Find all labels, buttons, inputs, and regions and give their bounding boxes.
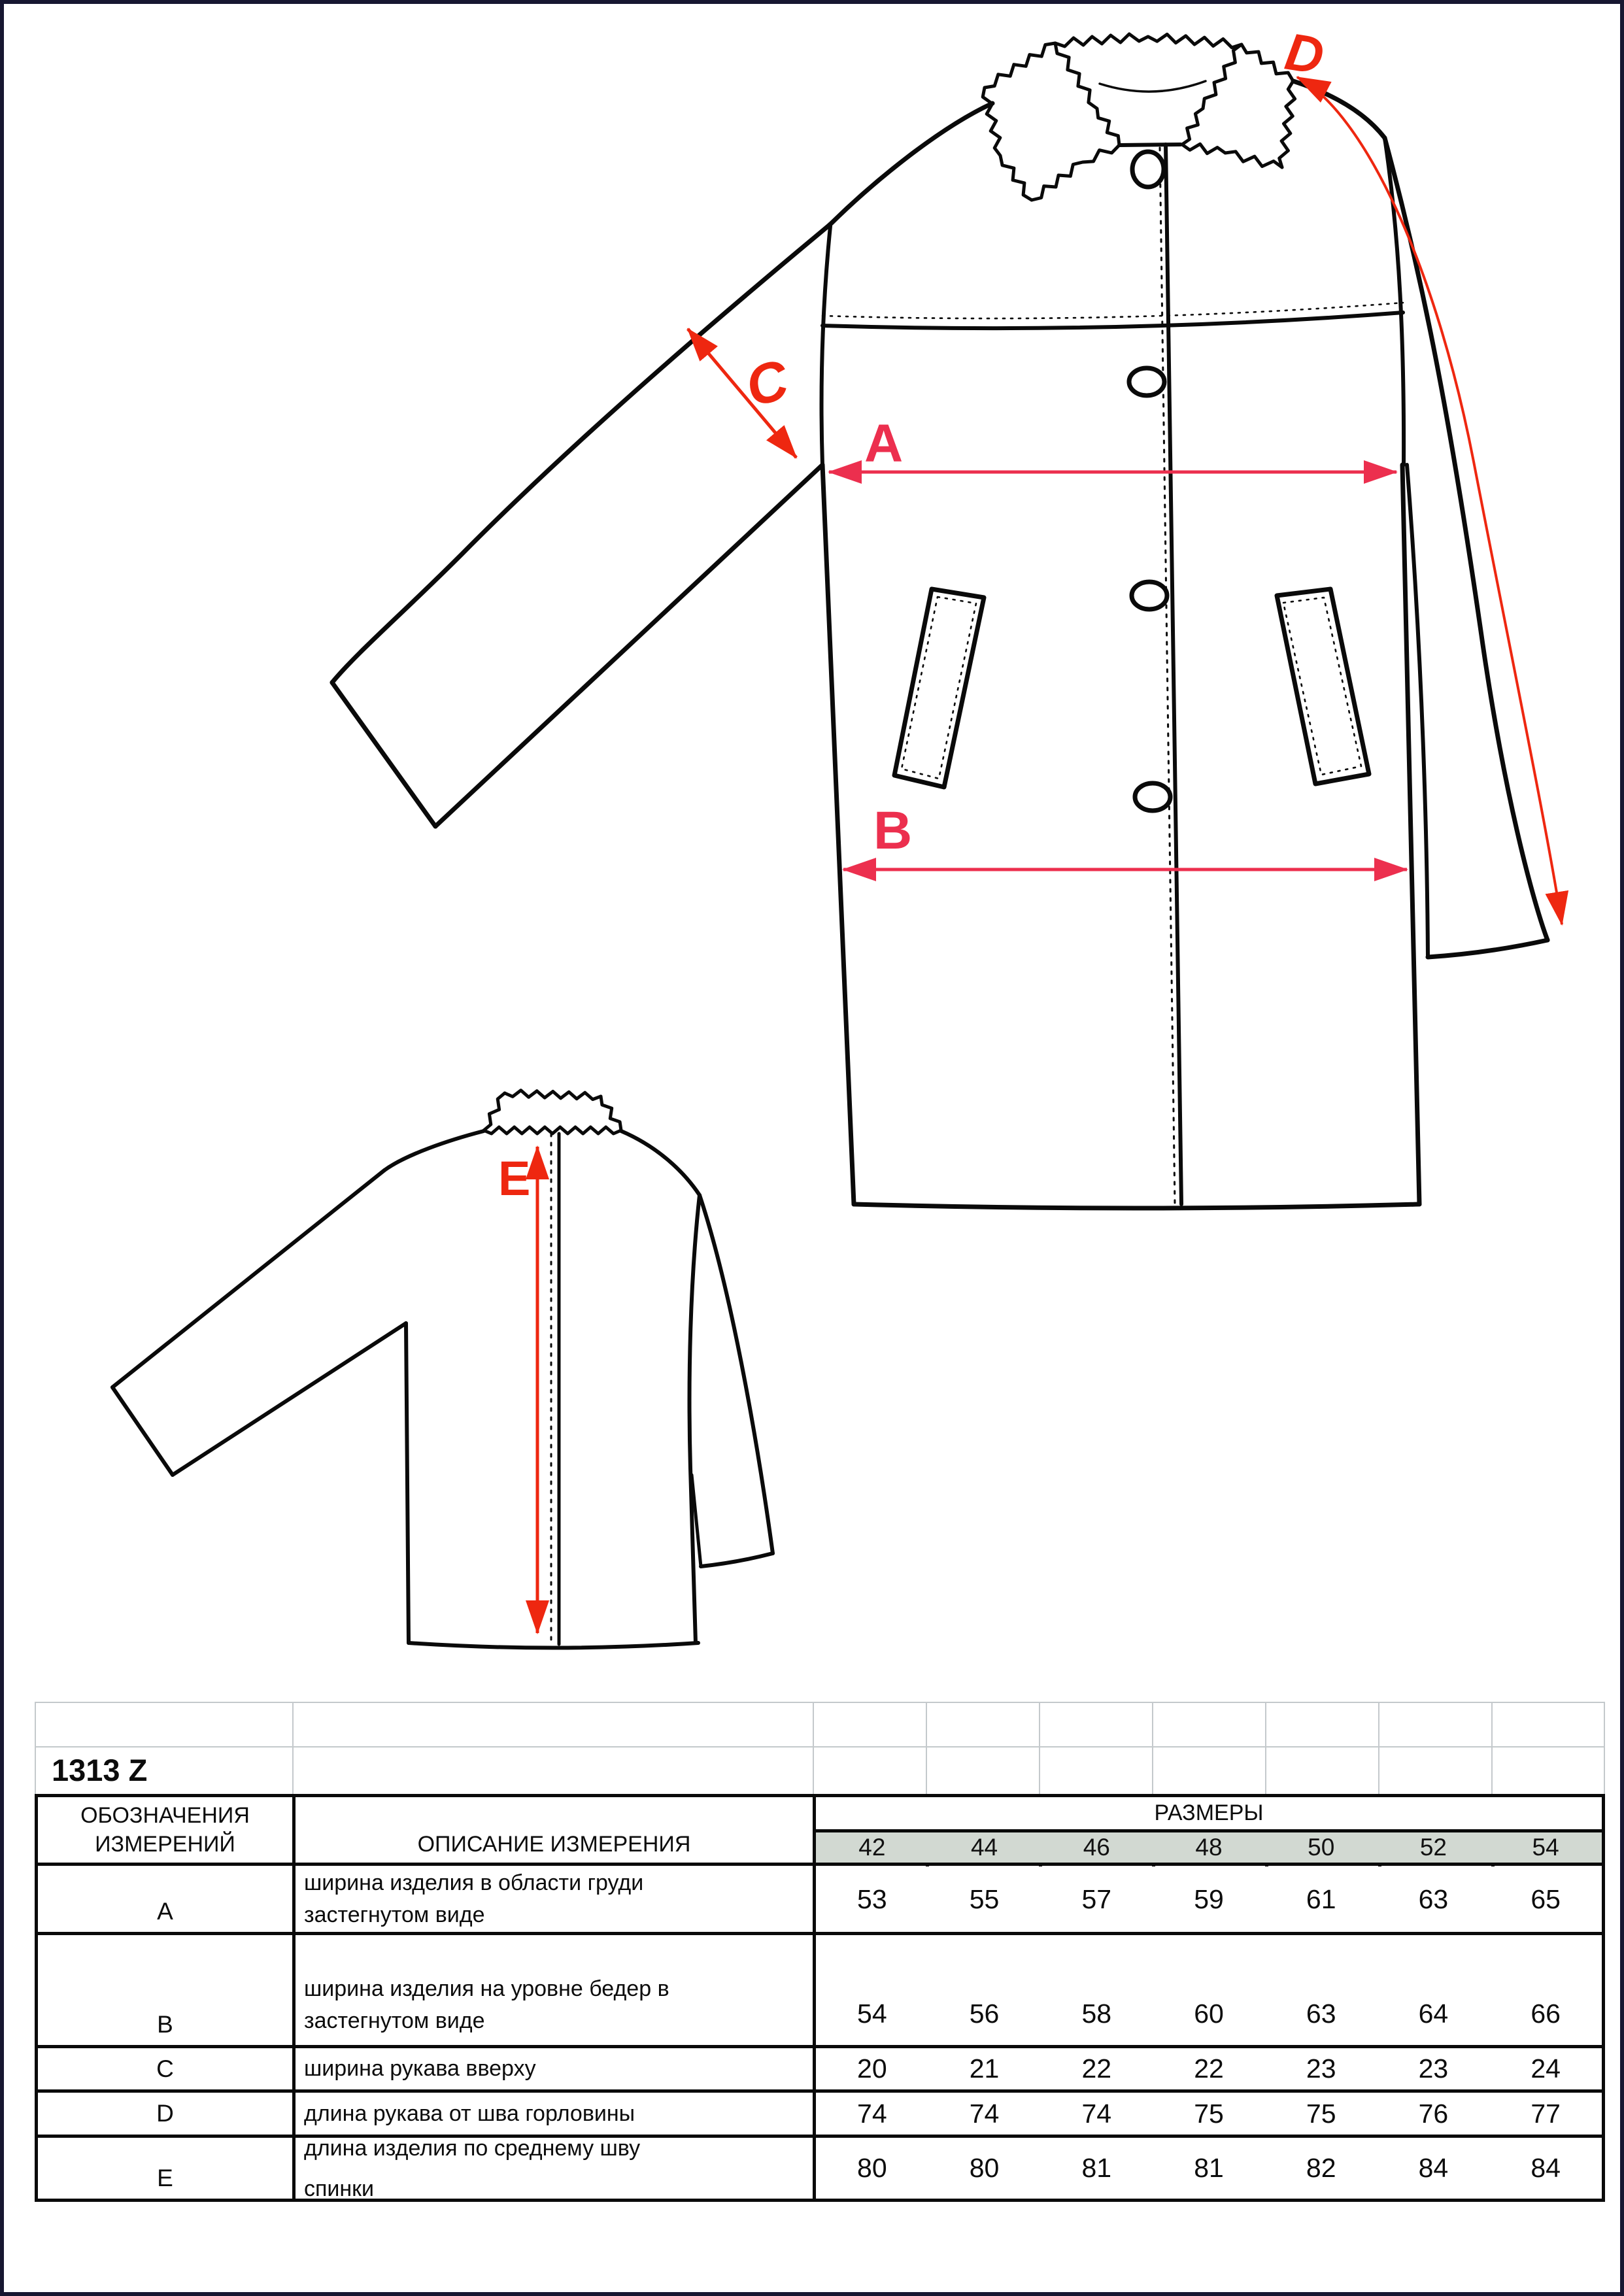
row-C-letter: C [156,2055,174,2082]
value-cell-row3-4: 75 [1265,2093,1378,2135]
grid-h-header-bottom [35,1863,1605,1866]
designations-header-line1: ОБОЗНАЧЕНИЯ [80,1803,250,1828]
row-D-letter-cell [38,2093,292,2135]
row-A-letter-cell [38,1866,292,1932]
row-D-values [816,2093,1602,2135]
size-header-cell-1: 44 [928,1832,1041,1863]
measure-E-label: E [498,1151,531,1206]
size-header-cell-3: 48 [1153,1832,1265,1863]
measure-C-label: C [739,348,794,419]
row-A-desc-line1: ширина изделия в области груди [304,1870,644,1895]
size-table [4,4,1624,2296]
model-number-cell [35,1746,292,1794]
row-A-desc-cell [296,1866,813,1932]
row-C-desc-cell [296,2048,813,2089]
value-cell-row0-6: 65 [1489,1866,1602,1932]
row-D-desc-line1: длина рукава от шва горловины [304,2101,635,2126]
value-cell-row1-1: 56 [928,1935,1041,2045]
grid-light-v8 [1378,1702,1379,1794]
value-cell-row2-6: 24 [1489,2048,1602,2089]
value-cell-row3-5: 76 [1378,2093,1490,2135]
grid-light-v10 [1604,1702,1605,1794]
value-cell-row1-3: 60 [1153,1935,1265,2045]
value-cell-row4-2: 81 [1040,2138,1153,2199]
value-cell-row2-0: 20 [816,2048,928,2089]
row-E-desc-line1: длина изделия по среднему шву [304,2135,641,2161]
value-cell-row0-4: 61 [1265,1866,1378,1932]
grid-light-v4 [926,1702,927,1794]
row-D-letter: D [156,2100,174,2127]
row-C-values [816,2048,1602,2089]
row-C-letter-cell [38,2048,292,2089]
value-cell-row4-1: 80 [928,2138,1041,2199]
value-cell-row0-5: 63 [1378,1866,1490,1932]
size-header-cell-2: 46 [1040,1832,1153,1863]
value-cell-row2-2: 22 [1040,2048,1153,2089]
value-cell-row1-6: 66 [1489,1935,1602,2045]
row-B-letter-cell [38,1935,292,2045]
grid-light-v9 [1491,1702,1493,1794]
value-cell-row0-2: 57 [1040,1866,1153,1932]
grid-v-right [1602,1794,1605,2202]
row-B-desc-cell [296,1935,813,2045]
value-cell-row3-0: 74 [816,2093,928,2135]
row-A-desc-line2: застегнутом виде [304,1902,485,1927]
value-cell-row1-5: 64 [1378,1935,1490,2045]
size-header-cell-6: 54 [1489,1832,1602,1863]
value-cell-row4-5: 84 [1378,2138,1490,2199]
sizes-header: РАЗМЕРЫ [1154,1800,1264,1825]
sizes-header-cell [816,1797,1602,1829]
row-B-desc-line1: ширина изделия на уровне бедер в [304,1976,669,2001]
row-C-desc-line1: ширина рукава вверху [304,2056,536,2081]
value-cell-row1-0: 54 [816,1935,928,2045]
measure-D-label: D [1281,22,1328,86]
row-A-values [816,1866,1602,1932]
value-cell-row3-3: 75 [1153,2093,1265,2135]
row-B-values [816,1935,1602,2045]
value-cell-row3-6: 77 [1489,2093,1602,2135]
grid-light-v6 [1152,1702,1153,1794]
row-B-letter: B [157,2011,173,2038]
value-cell-row0-3: 59 [1153,1866,1265,1932]
model-number: 1313 Z [52,1753,148,1787]
value-cell-row1-4: 63 [1265,1935,1378,2045]
grid-light-h1 [35,1702,1605,1703]
value-cell-row2-5: 23 [1378,2048,1490,2089]
value-cell-row1-2: 58 [1040,1935,1153,2045]
grid-light-v7 [1265,1702,1266,1794]
value-cell-row2-3: 22 [1153,2048,1265,2089]
description-header: ОПИСАНИЕ ИЗМЕРЕНИЯ [417,1832,691,1857]
designations-header-cell [38,1797,292,1863]
row-E-values [816,2138,1602,2199]
row-B-desc-line2: застегнутом виде [304,2008,485,2033]
designations-header-line2: ИЗМЕРЕНИЙ [95,1832,235,1857]
row-E-letter-cell [38,2138,292,2199]
value-cell-row2-4: 23 [1265,2048,1378,2089]
size-header-cell-5: 52 [1378,1832,1490,1863]
value-cell-row4-0: 80 [816,2138,928,2199]
measure-A-label: A [864,414,904,473]
grid-h-bottom [35,2199,1605,2202]
row-E-desc-cell [296,2135,813,2201]
row-A-letter: A [157,1898,173,1925]
grid-light-v2 [292,1702,294,1794]
value-cell-row4-4: 82 [1265,2138,1378,2199]
grid-light-v5 [1039,1702,1040,1794]
sizes-row [816,1832,1602,1863]
row-E-letter: E [157,2165,173,2191]
value-cell-row3-2: 74 [1040,2093,1153,2135]
row-E-desc-line2: спинки [304,2176,375,2201]
grid-light-v3 [813,1702,814,1794]
size-header-cell-0: 42 [816,1832,928,1863]
description-header-cell [296,1797,813,1863]
size-header-cell-4: 50 [1265,1832,1378,1863]
value-cell-row0-0: 53 [816,1866,928,1932]
value-cell-row4-3: 81 [1153,2138,1265,2199]
value-cell-row2-1: 21 [928,2048,1041,2089]
measure-B-label: B [873,801,913,860]
value-cell-row0-1: 55 [928,1866,1041,1932]
value-cell-row4-6: 84 [1489,2138,1602,2199]
value-cell-row3-1: 74 [928,2093,1041,2135]
